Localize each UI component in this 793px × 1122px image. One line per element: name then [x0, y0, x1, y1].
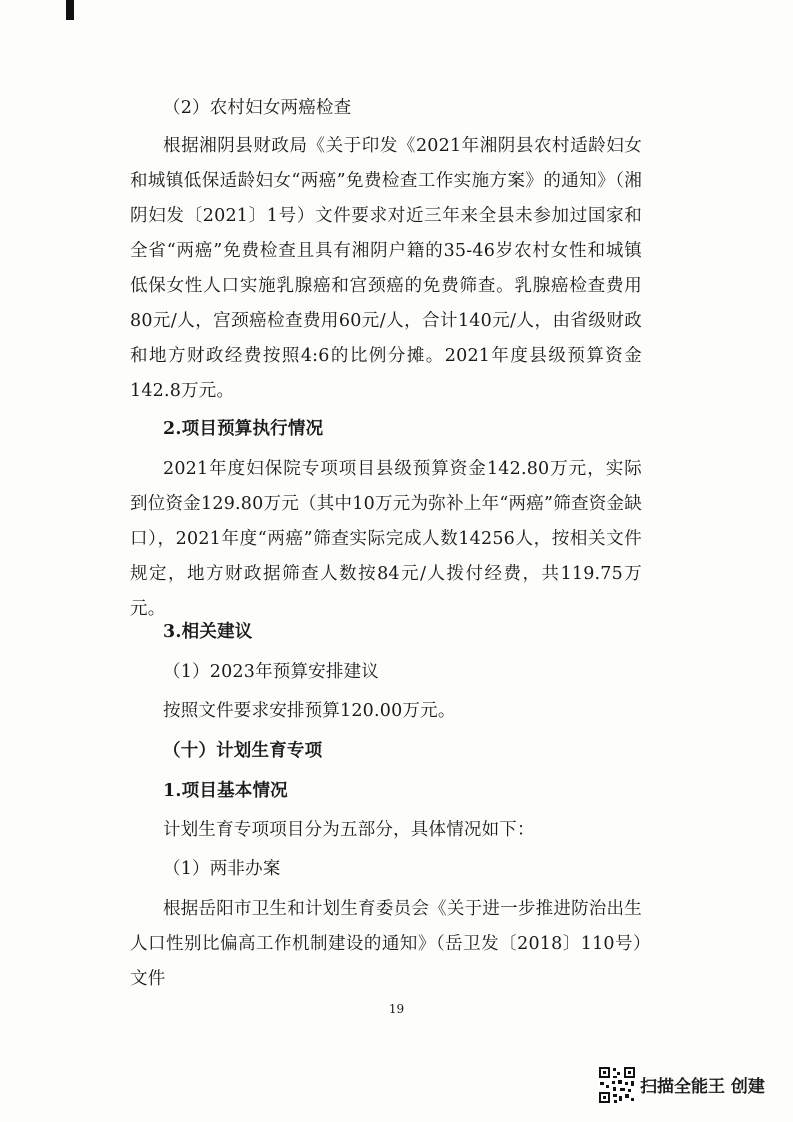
scanner-brand-watermark: 扫描全能王 创建 [640, 1077, 765, 1097]
heading-suggestions: 3.相关建议 [163, 622, 253, 642]
heading-project-basics: 1.项目基本情况 [163, 781, 288, 801]
paragraph-two-cancer-basis: 根据湘阴县财政局《关于印发《2021年湘阴县农村适龄妇女和城镇低保适龄妇女“两癌”免费检查工作实施方案》的通知》（湘阴妇发〔2021〕1号）文件要求对近三年来全县未参加过国家和全省“两癌”免费检查且具有湘阴户籍的35-46岁农村女性和城镇低保女性人口实施乳腺癌和宫颈癌的免费筛查。乳腺癌检查费用80元/人，宫颈癌检查费用60元/人，合计140元/人，由省级财政和地方财政经费按照4:6的比例分摊。2021年度县级预算资金142.8万元。 [130, 136, 642, 401]
paragraph-budget-execution: 2021年度妇保院专项项目县级预算资金142.80万元，实际到位资金129.80万元（其中10万元为弥补上年“两癌”筛查资金缺口），2021年度“两癌”筛查实际完成人数14256人，按相关文件规定，地方财政据筛查人数按84元/人拨付经费，共119.75万元。 [130, 459, 642, 619]
page-number: 19 [388, 1002, 405, 1016]
scan-edge-mark [66, 0, 74, 20]
heading-rural-two-cancer: （2）农村妇女两癌检查 [163, 98, 352, 118]
qr-code-icon [598, 1066, 636, 1104]
paragraph-yueyang-notice: 根据岳阳市卫生和计划生育委员会《关于进一步推进防治出生人口性别比偏高工作机制建设的通知》（岳卫发〔2018〕110号）文件 [130, 899, 642, 989]
paragraph-2023-budget: 按照文件要求安排预算120.00万元。 [163, 701, 456, 721]
heading-budget-execution: 2.项目预算执行情况 [163, 419, 324, 439]
paragraph-five-parts: 计划生育专项项目分为五部分，具体情况如下： [163, 820, 535, 840]
heading-family-planning: （十）计划生育专项 [163, 741, 323, 761]
heading-2023-budget: （1）2023年预算安排建议 [163, 662, 379, 682]
heading-two-non-cases: （1）两非办案 [163, 859, 281, 879]
